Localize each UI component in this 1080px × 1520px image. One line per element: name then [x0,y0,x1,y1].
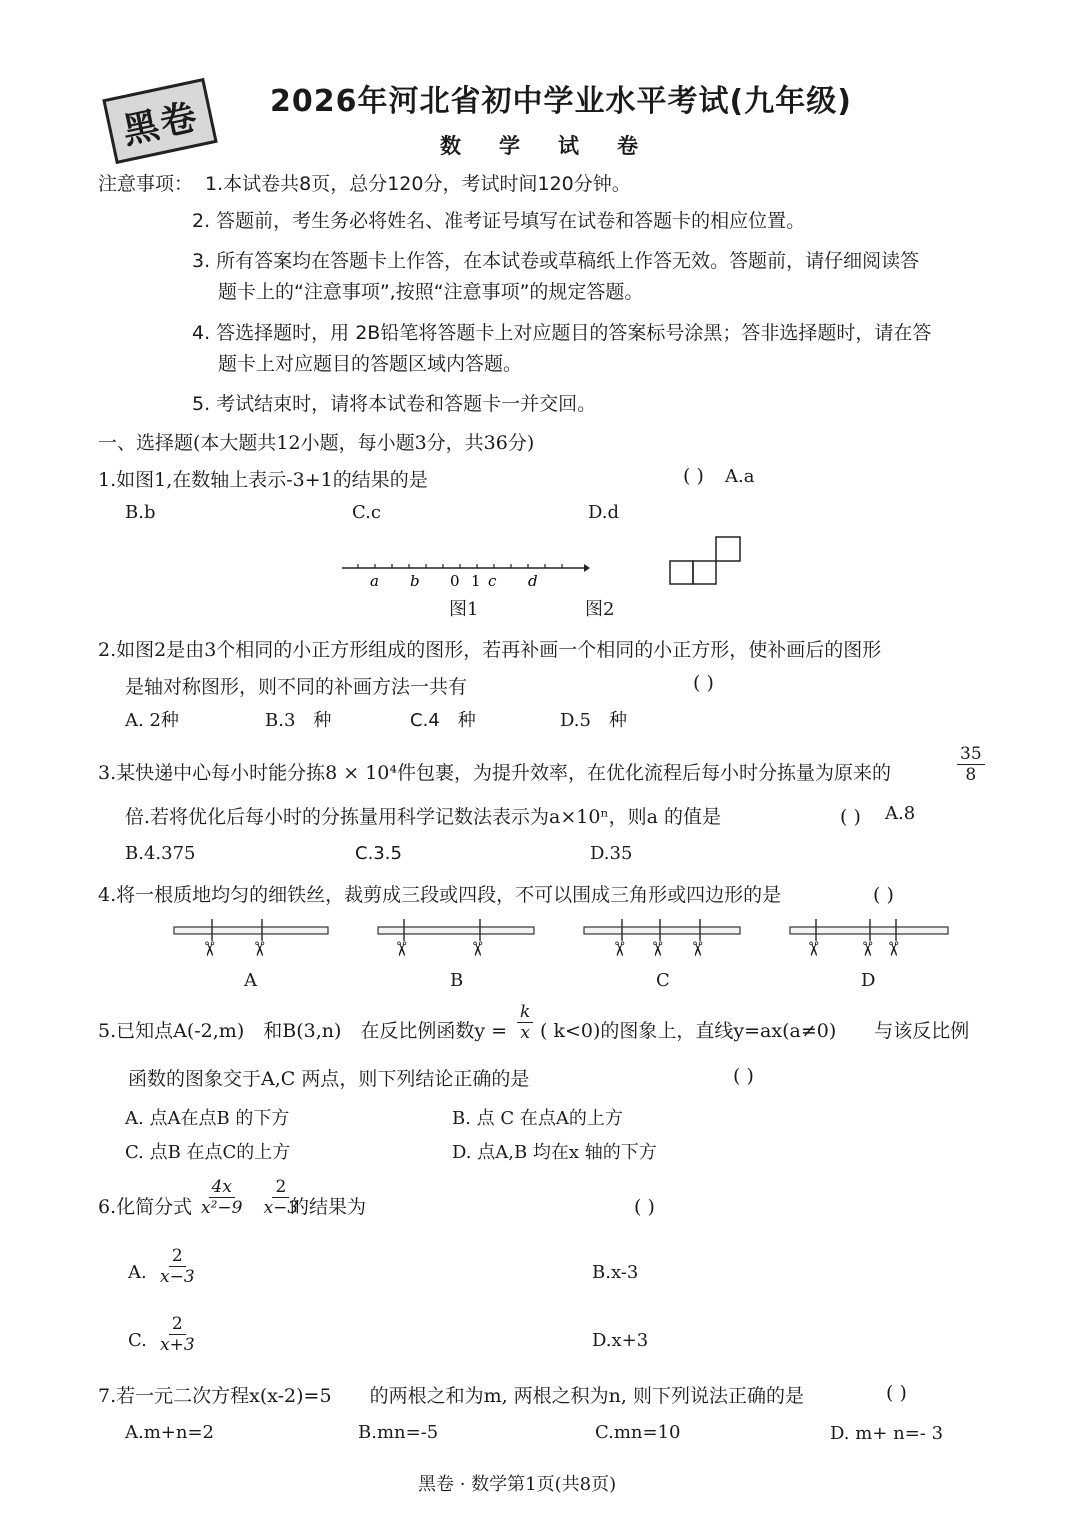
q1-bracket: ( ) [683,465,704,487]
q3-frac-num: 35 [957,744,985,765]
q3-frac-den: 8 [965,765,977,785]
notes-label: 注意事项： [98,173,194,195]
q5-frac-num: k [517,1002,533,1023]
q3-stem-line-1: 3.某快递中心每小时能分拣8 × 10⁴件包裹，为提升效率，在优化流程后每小时分拣量为原来的 [98,762,892,784]
q5-fraction [515,1002,535,1043]
q1-option-b: B.b [125,502,156,523]
q2-option-c: C.4 种 [410,710,476,731]
q6-option-a-label: A. [128,1262,147,1283]
q4-wire-figures [170,915,960,970]
q5-stem-part-2: ( k<0)的图象上，直线y=ax(a≠0) 与该反比例 [540,1020,970,1042]
q5-stem-part-1: 5.已知点A(-2,m) 和B(3,n) 在反比例函数y = [98,1020,508,1042]
q2-option-d: D.5 种 [560,710,627,731]
q3-fraction [955,744,987,785]
q6-opta-den: x−3 [160,1267,195,1287]
scissors-icon: ✂ [685,940,710,958]
q7-bracket: ( ) [886,1382,907,1404]
q6-frac2-num: 2 [272,1177,289,1198]
q6-frac1-num: 4x [209,1177,235,1198]
q6-opta-num: 2 [169,1246,186,1267]
page-footer: 黑卷 · 数学第1页(共8页) [418,1474,617,1495]
exam-stamp [102,78,217,164]
q3-option-d: D.35 [590,843,633,864]
fig1-label-a: a [370,572,379,590]
q1-option-c: C.c [352,502,381,523]
fig1-label-d: d [528,572,538,590]
q7-option-d: D. m+ n=- 3 [830,1423,944,1444]
stamp-text: 黑卷 [119,95,203,152]
q3-bracket: ( ) [840,806,861,828]
figure-2-caption: 图2 [585,599,615,620]
figure-2-squares [668,535,746,587]
fig1-label-zero: 0 [450,572,460,590]
note-item-3-cont: 题卡上的“注意事项”,按照“注意事项”的规定答题。 [218,281,644,303]
q4-label-a: A [244,970,257,991]
note-item-1: 1.本试卷共8页，总分120分，考试时间120分钟。 [205,173,631,195]
scissors-icon: ✂ [645,940,670,958]
q2-stem-line-2: 是轴对称图形，则不同的补画方法一共有 [125,676,468,698]
fig1-label-one: 1 [471,572,481,590]
note-item-2: 2. 答题前，考生务必将姓名、准考证号填写在试卷和答题卡的相应位置。 [192,210,806,232]
q6-stem-suffix: 的结果为 [290,1196,367,1218]
q6-option-a-fraction [155,1246,200,1287]
note-item-4-cont: 题卡上对应题目的答题区域内答题。 [218,353,523,375]
q5-option-d: D. 点A,B 均在x 轴的下方 [452,1142,657,1163]
q7-option-b: B.mn=-5 [358,1422,439,1443]
q7-option-a: A.m+n=2 [125,1422,214,1443]
q5-frac-den: x [520,1023,530,1043]
q6-option-d: D.x+3 [592,1330,649,1351]
note-item-5: 5. 考试结束时，请将本试卷和答题卡一并交回。 [192,393,597,415]
q6-optc-den: x+3 [160,1335,195,1355]
q1-stem: 1.如图1,在数轴上表示-3+1的结果的是 [98,469,428,491]
section-1-heading: 一、选择题(本大题共12小题，每小题3分，共36分) [98,432,535,454]
fig1-label-c: c [488,572,497,590]
q6-option-c-label: C. [128,1330,147,1351]
note-item-3: 3. 所有答案均在答题卡上作答，在本试卷或草稿纸上作答无效。答题前，请仔细阅读答 [192,250,920,272]
q1-option-d: D.d [588,502,620,523]
q2-option-a: A. 2种 [125,710,179,731]
q5-stem-line-2: 函数的图象交于A,C 两点，则下列结论正确的是 [128,1068,530,1090]
q6-frac1-den: x²−9 [201,1198,243,1218]
q6-option-c-fraction [155,1314,200,1355]
q6-bracket: ( ) [634,1196,655,1218]
fig1-label-b: b [410,572,420,590]
scissors-icon: ✂ [607,940,632,958]
q5-option-a: A. 点A在点B 的下方 [125,1108,290,1129]
q7-option-c: C.mn=10 [595,1422,681,1443]
q4-bracket: ( ) [873,884,894,906]
q5-option-b: B. 点 C 在点A的上方 [452,1108,623,1129]
scissors-icon: ✂ [801,940,826,958]
q2-bracket: ( ) [693,672,714,694]
q6-frac2-den: x−3 [263,1198,299,1218]
q5-option-c: C. 点B 在点C的上方 [125,1142,291,1163]
q3-option-a: A.8 [885,803,916,824]
q6-expression [196,1177,303,1218]
scissors-icon: ✂ [881,940,906,958]
scissors-icon: ✂ [197,940,222,958]
scissors-icon: ✂ [389,940,414,958]
q6-stem-prefix: 6.化简分式 [98,1196,193,1218]
q3-option-c: C.3.5 [355,843,402,864]
exam-subtitle: 数学试卷 [440,134,676,158]
q6-option-b: B.x-3 [592,1262,639,1283]
q4-label-d: D [861,970,876,991]
q2-option-b: B.3 种 [265,710,332,731]
q4-stem: 4.将一根质地均匀的细铁丝，裁剪成三段或四段，不可以围成三角形或四边形的是 [98,884,782,906]
scissors-icon: ✂ [247,940,272,958]
q6-optc-num: 2 [169,1314,186,1335]
q5-bracket: ( ) [733,1065,754,1087]
figure-1-caption: 图1 [449,599,479,620]
q4-label-b: B [450,970,464,991]
figure-1-number-line [340,555,590,595]
q1-option-a: A.a [725,466,755,487]
scissors-icon: ✂ [465,940,490,958]
exam-title: 2026年河北省初中学业水平考试(九年级) [270,84,852,119]
q3-option-b: B.4.375 [125,843,196,864]
q2-stem-line-1: 2.如图2是由3个相同的小正方形组成的图形，若再补画一个相同的小正方形，使补画后的图形 [98,639,882,661]
q7-stem: 7.若一元二次方程x(x-2)=5 的两根之和为m, 两根之积为n, 则下列说法正确的是 [98,1385,804,1407]
note-item-4: 4. 答选择题时，用 2B铅笔将答题卡上对应题目的答案标号涂黑；答非选择题时，请在答 [192,322,932,344]
q3-stem-line-2: 倍.若将优化后每小时的分拣量用科学记数法表示为a×10ⁿ，则a 的值是 [125,806,722,828]
scissors-icon: ✂ [855,940,880,958]
q4-label-c: C [656,970,670,991]
